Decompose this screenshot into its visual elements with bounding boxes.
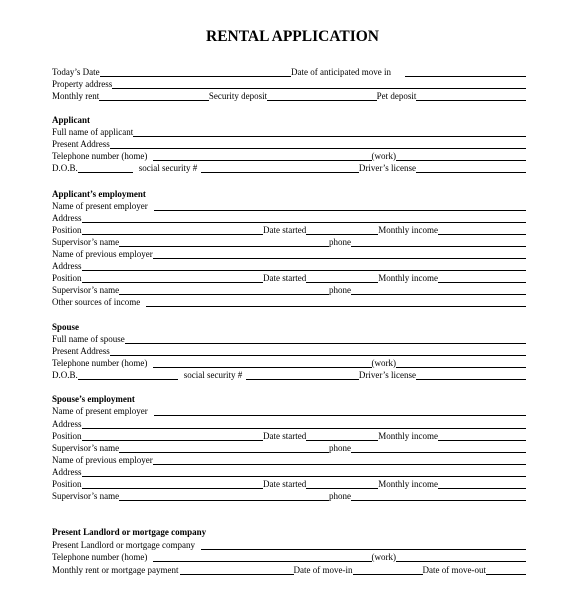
spouse-ssn-label: social security # — [183, 370, 243, 380]
applicant-position-row — [52, 224, 526, 236]
spouse-employer-label: Name of present employer — [52, 406, 148, 416]
applicant-employer-label: Name of present employer — [52, 201, 148, 211]
applicant-employer-address-field[interactable] — [82, 222, 527, 223]
applicant-previous-address-field[interactable] — [82, 270, 527, 271]
rent-deposit-row — [52, 90, 526, 102]
applicant-previous-income-label: Monthly income — [378, 273, 438, 283]
move-in-date-field[interactable] — [405, 76, 526, 77]
spouse-id-row — [52, 369, 526, 381]
applicant-previous-date-started-field[interactable] — [306, 282, 378, 283]
applicant-id-row — [52, 162, 526, 174]
pet-deposit-field[interactable] — [416, 100, 526, 101]
applicant-phone-row — [52, 150, 526, 162]
spouse-previous-address-row — [52, 466, 526, 478]
todays-date-row — [52, 66, 526, 78]
applicant-supervisor-field[interactable] — [119, 246, 329, 247]
spouse-previous-income-field[interactable] — [438, 488, 526, 489]
spouse-supervisor-label: Supervisor’s name — [52, 443, 120, 453]
applicant-previous-supervisor-row — [52, 284, 526, 296]
applicant-previous-address-row — [52, 260, 526, 272]
spouse-supervisor-phone-label: phone — [329, 443, 351, 453]
applicant-position-field[interactable] — [82, 234, 264, 235]
spouse-home-phone-field[interactable] — [153, 367, 371, 368]
spouse-previous-position-label: Position — [52, 479, 82, 489]
applicant-previous-date-started-label: Date started — [263, 273, 307, 283]
spouse-employer-address-label: Address — [52, 419, 82, 429]
spouse-previous-employer-label: Name of previous employer — [52, 455, 153, 465]
spouse-license-label: Driver’s license — [358, 370, 416, 380]
spouse-monthly-income-label: Monthly income — [378, 431, 438, 441]
applicant-date-started-label: Date started — [263, 225, 307, 235]
spouse-employer-address-row — [52, 418, 526, 430]
spouse-work-phone-field[interactable] — [396, 367, 526, 368]
spouse-heading: Spouse — [52, 322, 80, 332]
spouse-position-field[interactable] — [82, 440, 264, 441]
security-deposit-label: Security deposit — [208, 91, 268, 101]
applicant-address-field[interactable] — [110, 148, 526, 149]
applicant-ssn-label: social security # — [138, 163, 198, 173]
applicant-employer-row — [52, 200, 526, 212]
monthly-rent-field[interactable] — [99, 100, 209, 101]
applicant-date-started-field[interactable] — [306, 234, 378, 235]
spouse-dob-label: D.O.B. — [52, 370, 78, 380]
spouse-position-label: Position — [52, 431, 82, 441]
spouse-previous-date-started-label: Date started — [263, 479, 307, 489]
spouse-position-row — [52, 430, 526, 442]
spouse-license-field[interactable] — [416, 379, 526, 380]
applicant-work-phone-field[interactable] — [396, 160, 526, 161]
applicant-other-income-row — [52, 296, 526, 308]
applicant-other-income-field[interactable] — [146, 306, 526, 307]
spouse-address-row — [52, 345, 526, 357]
property-address-field[interactable] — [112, 88, 526, 89]
spouse-previous-supervisor-field[interactable] — [119, 500, 329, 501]
spouse-previous-position-field[interactable] — [82, 488, 264, 489]
applicant-previous-employer-label: Name of previous employer — [52, 249, 153, 259]
spouse-address-label: Present Address — [52, 346, 110, 356]
applicant-supervisor-phone-field[interactable] — [351, 246, 526, 247]
applicant-supervisor-phone-label: phone — [329, 237, 351, 247]
applicant-previous-position-label: Position — [52, 273, 82, 283]
date-move-in-field[interactable] — [353, 574, 423, 575]
landlord-work-phone-label: (work) — [371, 552, 396, 562]
spouse-employer-row — [52, 405, 526, 417]
property-address-row — [52, 78, 526, 90]
applicant-address-row — [52, 138, 526, 150]
applicant-previous-employer-field[interactable] — [153, 258, 526, 259]
spouse-previous-date-started-field[interactable] — [306, 488, 378, 489]
date-move-in-label: Date of move-in — [293, 565, 353, 575]
applicant-home-phone-field[interactable] — [153, 160, 371, 161]
spouse-previous-employer-row — [52, 454, 526, 466]
applicant-monthly-income-field[interactable] — [438, 234, 526, 235]
applicant-employer-address-label: Address — [52, 213, 82, 223]
spouse-previous-supervisor-row — [52, 490, 526, 502]
date-move-out-field[interactable] — [486, 574, 526, 575]
applicant-employment-heading: Applicant’s employment — [52, 189, 146, 199]
applicant-name-field[interactable] — [133, 136, 526, 137]
spouse-employment-heading: Spouse’s employment — [52, 394, 135, 404]
applicant-employer-field[interactable] — [154, 210, 526, 211]
applicant-license-label: Driver’s license — [358, 163, 416, 173]
monthly-payment-field[interactable] — [180, 574, 293, 575]
applicant-ssn-field[interactable] — [201, 172, 359, 173]
applicant-supervisor-row — [52, 236, 526, 248]
applicant-previous-income-field[interactable] — [438, 282, 526, 283]
spouse-previous-address-label: Address — [52, 467, 82, 477]
applicant-previous-position-field[interactable] — [82, 282, 264, 283]
spouse-previous-phone-field[interactable] — [351, 500, 526, 501]
monthly-rent-label: Monthly rent — [52, 91, 100, 101]
applicant-supervisor-label: Supervisor’s name — [52, 237, 120, 247]
spouse-name-row — [52, 333, 526, 345]
applicant-employer-address-row — [52, 212, 526, 224]
applicant-name-row — [52, 126, 526, 138]
spouse-employer-address-field[interactable] — [82, 428, 527, 429]
spouse-work-phone-label: (work) — [371, 358, 396, 368]
spouse-supervisor-phone-field[interactable] — [351, 452, 526, 453]
spouse-dob-field[interactable] — [78, 379, 178, 380]
applicant-address-label: Present Address — [52, 139, 110, 149]
landlord-home-phone-label: Telephone number (home) — [52, 552, 148, 562]
applicant-name-label: Full name of applicant — [52, 127, 134, 137]
spouse-ssn-field[interactable] — [246, 379, 359, 380]
property-address-label: Property address — [52, 79, 113, 89]
move-in-date-label: Date of anticipated move in — [291, 67, 391, 77]
applicant-dob-field[interactable] — [78, 172, 133, 173]
landlord-heading: Present Landlord or mortgage company — [52, 527, 207, 537]
spouse-previous-position-row — [52, 478, 526, 490]
spouse-previous-supervisor-label: Supervisor’s name — [52, 491, 120, 501]
spouse-supervisor-field[interactable] — [119, 452, 329, 453]
landlord-payment-row — [52, 564, 526, 576]
spouse-name-label: Full name of spouse — [52, 334, 125, 344]
todays-date-label: Today’s Date — [52, 67, 100, 77]
applicant-other-income-label: Other sources of income — [52, 297, 141, 307]
applicant-dob-label: D.O.B. — [52, 163, 78, 173]
landlord-name-field[interactable] — [201, 549, 526, 550]
spouse-date-started-field[interactable] — [306, 440, 378, 441]
landlord-phone-row — [52, 551, 526, 563]
spouse-date-started-label: Date started — [263, 431, 307, 441]
applicant-previous-address-label: Address — [52, 261, 82, 271]
applicant-previous-phone-field[interactable] — [351, 294, 526, 295]
applicant-position-label: Position — [52, 225, 82, 235]
spouse-previous-address-field[interactable] — [82, 476, 527, 477]
applicant-heading: Applicant — [52, 115, 91, 125]
applicant-previous-employer-row — [52, 248, 526, 260]
applicant-previous-supervisor-label: Supervisor’s name — [52, 285, 120, 295]
applicant-previous-position-row — [52, 272, 526, 284]
security-deposit-field[interactable] — [267, 100, 377, 101]
pet-deposit-label: Pet deposit — [376, 91, 417, 101]
spouse-previous-phone-label: phone — [329, 491, 351, 501]
spouse-name-field[interactable] — [125, 343, 526, 344]
landlord-home-phone-field[interactable] — [153, 561, 371, 562]
spouse-home-phone-label: Telephone number (home) — [52, 358, 148, 368]
form-title: RENTAL APPLICATION — [206, 28, 379, 45]
spouse-phone-row — [52, 357, 526, 369]
applicant-previous-phone-label: phone — [329, 285, 351, 295]
landlord-name-label: Present Landlord or mortgage company — [52, 540, 195, 550]
applicant-previous-supervisor-field[interactable] — [119, 294, 329, 295]
spouse-monthly-income-field[interactable] — [438, 440, 526, 441]
spouse-address-field[interactable] — [110, 355, 526, 356]
spouse-supervisor-row — [52, 442, 526, 454]
todays-date-field[interactable] — [100, 76, 291, 77]
applicant-home-phone-label: Telephone number (home) — [52, 151, 148, 161]
spouse-previous-employer-field[interactable] — [153, 464, 526, 465]
applicant-license-field[interactable] — [416, 172, 526, 173]
applicant-work-phone-label: (work) — [371, 151, 396, 161]
landlord-name-row — [52, 539, 526, 551]
date-move-out-label: Date of move-out — [422, 565, 486, 575]
spouse-employer-field[interactable] — [154, 415, 526, 416]
spouse-previous-income-label: Monthly income — [378, 479, 438, 489]
landlord-work-phone-field[interactable] — [396, 561, 526, 562]
applicant-monthly-income-label: Monthly income — [378, 225, 438, 235]
monthly-payment-label: Monthly rent or mortgage payment — [52, 565, 179, 575]
